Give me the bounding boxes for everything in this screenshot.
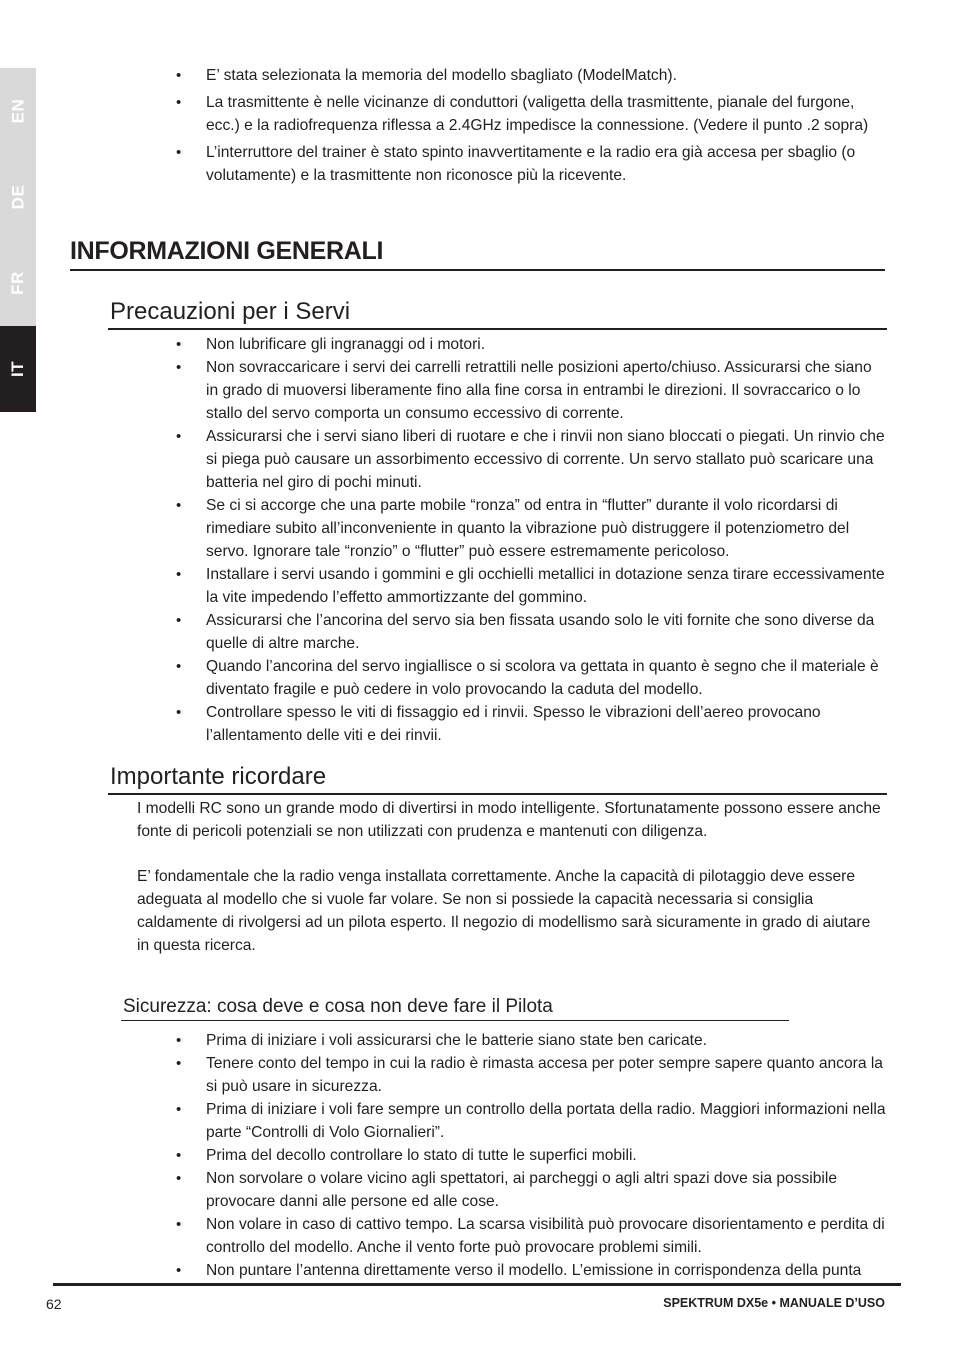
list-item: • Non sorvolare o volare vicino agli spettatori, ai parcheggi o agli altri spazi dove sia possibile provocare danni alle persone ed alle cose. [0,1167,886,1213]
paragraph: E’ fondamentale che la radio venga installata correttamente. Anche la capacità di pilotaggio deve essere adeguata al modello che si vuole far volare. Se non si possiede la capacità necessaria si consiglia caldamente di rivolgersi ad un pilota esperto. Il negozio di modellismo sarà sicuramente in grado di aiutare in questa ricerca. [137,868,871,954]
footer-title: SPEKTRUM DX5e • MANUALE D’USO [663,1296,885,1310]
list-item: • La trasmittente è nelle vicinanze di conduttori (valigetta della trasmittente, pianale del furgone, ecc.) e la radiofrequenza riflessa a 2.4GHz impedisce la connessione. (Vedere il punto .2 sopra) [0,91,886,137]
list-item: • Controllare spesso le viti di fissaggio ed i rinvii. Spesso le vibrazioni dell’aereo provocano l’allentamento delle viti e dei rinvii. [0,701,886,747]
list-item: • Installare i servi usando i gommini e gli occhielli metallici in dotazione senza tirare eccessivamente la vite impedendo l’effetto ammortizzante del gommino. [0,563,886,609]
list-item: • Assicurarsi che l’ancorina del servo sia ben fissata usando solo le viti fornite che sono diverse da quelle di altre marche. [0,609,886,655]
page-number: 62 [46,1296,62,1312]
list-item: • Non lubrificare gli ingranaggi od i motori. [0,333,886,356]
list-item: • L’interruttore del trainer è stato spinto inavvertitamente e la radio era già accesa per sbaglio (o volutamente) e la trasmittente non riconosce più la ricevente. [0,141,886,187]
list-item: • E’ stata selezionata la memoria del modello sbagliato (ModelMatch). [0,64,886,87]
footer-divider [53,1283,901,1286]
sicurezza-heading: Sicurezza: cosa deve e cosa non deve fare il Pilota [121,994,789,1021]
language-tab-label: FR [7,271,27,295]
list-item: • Prima di iniziare i voli fare sempre un controllo della portata della radio. Maggiori informazioni nella parte “Controlli di Volo Giornalieri”. [0,1098,886,1144]
language-tab-label: DE [8,184,27,210]
intro-bullet-list [0,64,954,187]
list-item: • Prima di iniziare i voli assicurarsi che le batterie siano state ben caricate. [0,1029,886,1052]
servi-heading: Precauzioni per i Servi [108,296,887,330]
list-item: • Prima del decollo controllare lo stato di tutte le superfici mobili. [0,1144,886,1167]
paragraph: I modelli RC sono un grande modo di divertirsi in modo intelligente. Sfortunatamente possono essere anche fonte di pericoli potenziali se non utilizzati con prudenza e mantenuti con diligenza. [137,800,881,840]
ricordare-heading: Importante ricordare [108,761,887,795]
list-item: • Quando l’ancorina del servo ingiallisce o si scolora va gettata in quanto è segno che il materiale è diventato fragile e può cedere in volo provocando la caduta del modello. [0,655,886,701]
list-item: • Assicurarsi che i servi siano liberi di ruotare e che i rinvii non siano bloccati o piegati. Un rinvio che si piega può causare un assorbimento eccessivo di corrente. Un servo stallato può scaricare una batteria nel giro di pochi minuti. [0,425,886,494]
list-item: • Non sovraccaricare i servi dei carrelli retrattili nelle posizioni aperto/chiuso. Assicurarsi che siano in grado di muoversi liberamente fino alla fine corsa in entrambi le direzioni. Il sovraccarico o lo stallo del servo comporta un consumo eccessivo di corrente. [0,356,886,425]
language-tab-label: IT [7,360,27,378]
language-tab-label: EN [8,98,27,124]
list-item: • Non volare in caso di cattivo tempo. La scarsa visibilità può provocare disorientamento e perdita di controllo del modello. Anche il vento forte può provocare problemi simili. [0,1213,886,1259]
section-title: INFORMAZIONI GENERALI [70,234,885,271]
servi-bullet-list [0,333,954,747]
language-tab-fr[interactable] [0,240,36,326]
list-item: • Tenere conto del tempo in cui la radio è rimasta accesa per poter sempre sapere quanto ancora la si può usare in sicurezza. [0,1052,886,1098]
list-item: • Non puntare l’antenna direttamente verso il modello. L’emissione in corrispondenza della punta [0,1259,886,1282]
list-item: • Se ci si accorge che una parte mobile “ronza” od entra in “flutter” durante il volo ricordarsi di rimediare subito all’inconveniente in quanto la vibrazione può distruggere il potenziometro del servo. Ignorare tale “ronzio” o “flutter” può essere estremamente pericoloso. [0,494,886,563]
sicurezza-bullet-list [0,1029,954,1282]
